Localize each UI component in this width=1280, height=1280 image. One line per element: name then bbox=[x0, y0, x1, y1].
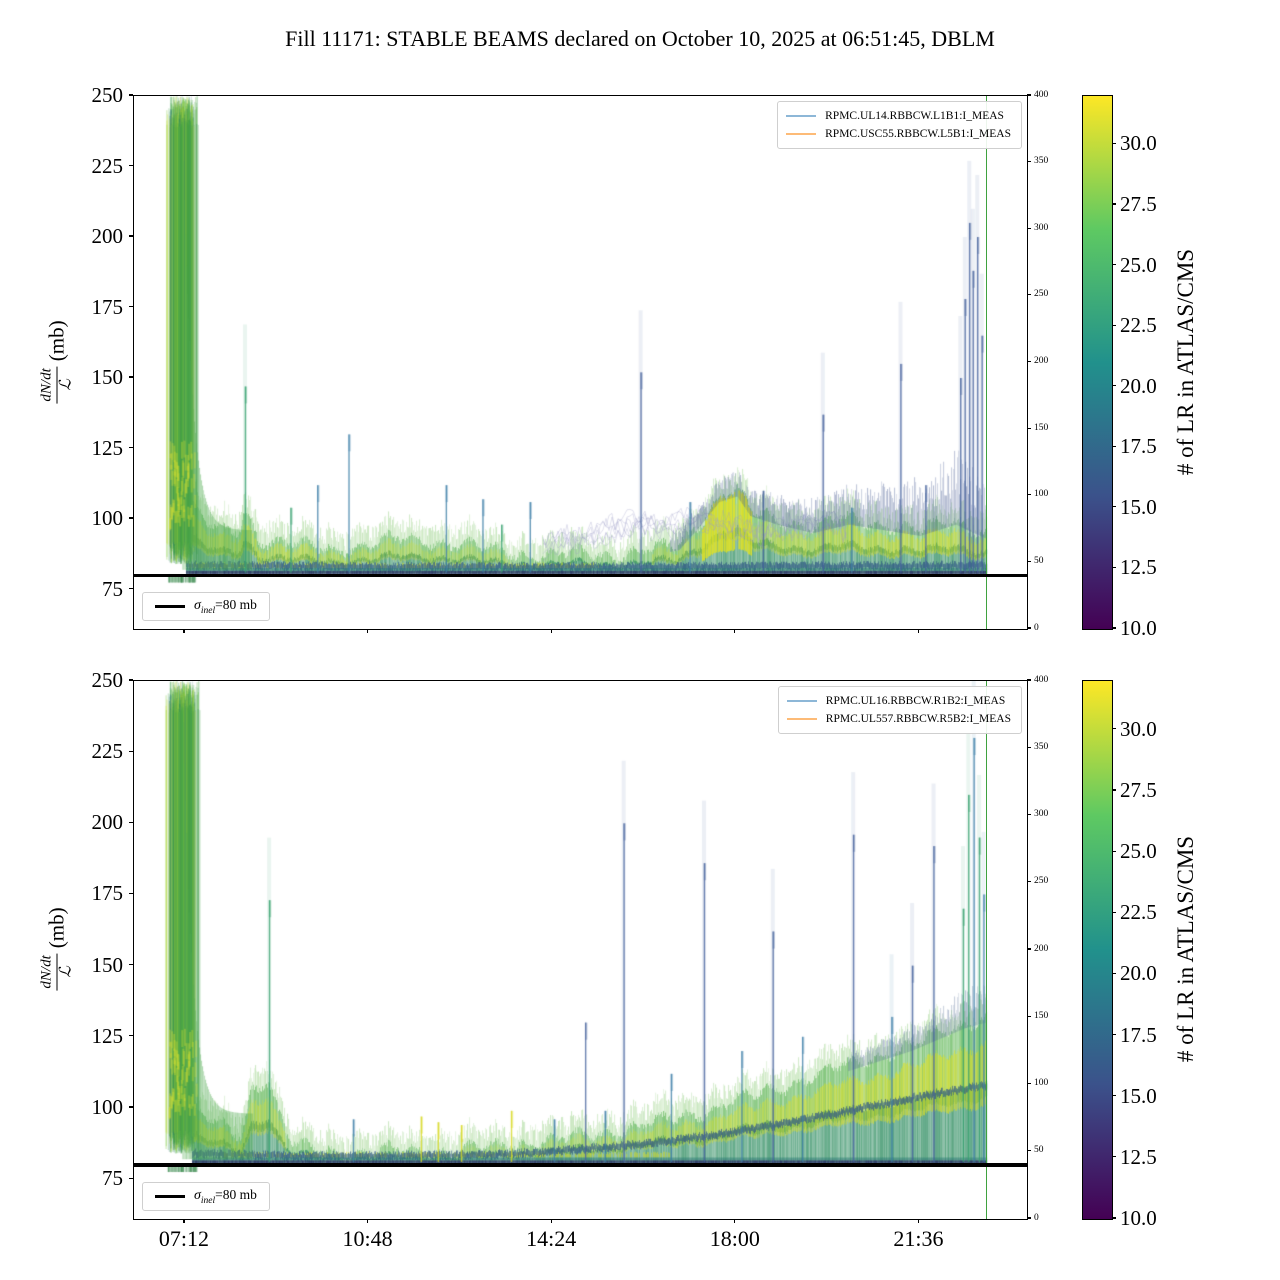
right-axis-tick-label: 150 bbox=[1034, 422, 1049, 433]
sigma-inel-line bbox=[134, 574, 1027, 577]
sigma-line-swatch bbox=[155, 1195, 185, 1198]
legend-upper bbox=[777, 101, 1022, 149]
colorbar-tick-label: 20.0 bbox=[1120, 373, 1157, 398]
heatmap-canvas-lower bbox=[134, 681, 1027, 1219]
y-tick-mark bbox=[129, 165, 133, 166]
right-axis-tick-mark bbox=[1027, 679, 1031, 680]
colorbar-tick-mark bbox=[1112, 567, 1116, 568]
colorbar-tick-label: 15.0 bbox=[1120, 494, 1157, 519]
viridis-gradient bbox=[1083, 681, 1112, 1219]
colorbar-tick-label: 12.5 bbox=[1120, 555, 1157, 580]
colorbar-tick-label: 22.5 bbox=[1120, 313, 1157, 338]
y-tick-label: 75 bbox=[102, 1166, 123, 1191]
right-axis-tick-label: 400 bbox=[1034, 674, 1049, 685]
colorbar-tick-mark bbox=[1112, 973, 1116, 974]
colorbar-tick-mark bbox=[1112, 1095, 1116, 1096]
colorbar-lower bbox=[1082, 680, 1113, 1220]
right-axis-tick-mark bbox=[1027, 747, 1031, 748]
y-tick-label: 175 bbox=[91, 881, 123, 906]
y-tick-label: 100 bbox=[91, 506, 123, 531]
colorbar-tick-mark bbox=[1112, 203, 1116, 204]
sigma-inel-line bbox=[134, 1163, 1027, 1166]
right-axis-tick-label: 150 bbox=[1034, 1010, 1049, 1021]
right-axis-tick-mark bbox=[1027, 881, 1031, 882]
sigma-legend-lower bbox=[142, 1182, 270, 1211]
colorbar-tick-label: 20.0 bbox=[1120, 961, 1157, 986]
y-axis-label-lower: dN/dt ℒ (mb) bbox=[38, 907, 75, 989]
colorbar-tick-mark bbox=[1112, 851, 1116, 852]
x-tick-label: 14:24 bbox=[526, 1226, 577, 1251]
y-tick-label: 75 bbox=[102, 576, 123, 601]
right-axis-tick-label: 0 bbox=[1034, 1212, 1039, 1223]
colorbar-tick-mark bbox=[1112, 1156, 1116, 1157]
x-tick-label: 18:00 bbox=[709, 1226, 760, 1251]
y-tick-label: 125 bbox=[91, 1023, 123, 1048]
right-axis-tick-mark bbox=[1027, 361, 1031, 362]
y-tick-mark bbox=[129, 679, 133, 680]
y-tick-label: 250 bbox=[91, 668, 123, 692]
x-tick-mark bbox=[551, 1219, 552, 1223]
x-tick-mark bbox=[183, 629, 184, 633]
x-tick-label: 07:12 bbox=[158, 1226, 210, 1251]
colorbar-tick-mark bbox=[1112, 264, 1116, 265]
colorbar-tick-mark bbox=[1112, 789, 1116, 790]
colorbar-tick-label: 15.0 bbox=[1120, 1083, 1157, 1108]
right-axis-tick-label: 350 bbox=[1034, 741, 1049, 752]
y-tick-label: 150 bbox=[91, 952, 123, 977]
x-tick-mark bbox=[918, 1219, 919, 1223]
legend-entry: RPMC.UL16.RBBCW.R1B2:I_MEAS bbox=[787, 692, 1011, 710]
right-axis-tick-label: 300 bbox=[1034, 222, 1049, 233]
right-axis-tick-mark bbox=[1027, 948, 1031, 949]
y-tick-mark bbox=[129, 588, 133, 589]
y-tick-mark bbox=[129, 1178, 133, 1179]
right-axis-tick-label: 100 bbox=[1034, 489, 1049, 500]
right-axis-tick-mark bbox=[1027, 1217, 1031, 1218]
x-tick-mark bbox=[367, 629, 368, 633]
right-axis-tick-label: 400 bbox=[1034, 89, 1049, 100]
viridis-gradient bbox=[1083, 96, 1112, 629]
colorbar-tick-mark bbox=[1112, 1034, 1116, 1035]
right-axis-tick-label: 200 bbox=[1034, 356, 1049, 366]
y-tick-label: 200 bbox=[91, 224, 123, 248]
colorbar-tick-label: 25.0 bbox=[1120, 839, 1157, 864]
y-tick-mark bbox=[129, 517, 133, 518]
y-tick-mark bbox=[129, 447, 133, 448]
colorbar-label-lower: # of LR in ATLAS/CMS bbox=[1173, 835, 1198, 1063]
colorbar-tick-mark bbox=[1112, 325, 1116, 326]
colorbar-tick-label: 27.5 bbox=[1120, 192, 1157, 217]
x-tick-mark bbox=[918, 629, 919, 633]
x-tick-mark bbox=[183, 1219, 184, 1223]
colorbar-tick-label: 25.0 bbox=[1120, 252, 1157, 277]
colorbar-tick-mark bbox=[1112, 143, 1116, 144]
legend-line-orange bbox=[786, 133, 816, 135]
plot-area-upper bbox=[133, 95, 1028, 630]
colorbar-upper bbox=[1082, 95, 1113, 630]
fill-end-marker-line bbox=[986, 681, 987, 1219]
sigma-legend-upper bbox=[142, 592, 270, 621]
legend-line-blue bbox=[786, 115, 816, 117]
y-tick-mark bbox=[129, 1106, 133, 1107]
y-tick-mark bbox=[129, 376, 133, 377]
colorbar-tick-mark bbox=[1112, 385, 1116, 386]
right-axis-tick-mark bbox=[1027, 1016, 1031, 1017]
colorbar-tick-mark bbox=[1112, 627, 1116, 628]
y-tick-mark bbox=[129, 822, 133, 823]
colorbar-tick-label: 22.5 bbox=[1120, 900, 1157, 925]
sigma-legend-label: $\sigma_{inel}=80$ mb bbox=[194, 1187, 257, 1206]
colorbar-tick-label: 17.5 bbox=[1120, 434, 1157, 459]
right-axis-tick-label: 350 bbox=[1034, 156, 1049, 167]
dndt-over-lumi-fraction: dN/dt ℒ bbox=[38, 955, 75, 989]
right-axis-tick-mark bbox=[1027, 228, 1031, 229]
x-tick-label: 21:36 bbox=[893, 1226, 944, 1251]
sigma-line-swatch bbox=[155, 605, 185, 608]
right-axis-tick-label: 250 bbox=[1034, 876, 1049, 887]
fill-end-marker-line bbox=[986, 96, 987, 629]
right-axis-tick-label: 300 bbox=[1034, 809, 1049, 819]
right-axis-tick-mark bbox=[1027, 294, 1031, 295]
y-tick-label: 150 bbox=[91, 365, 123, 389]
x-tick-mark bbox=[551, 629, 552, 633]
x-tick-mark bbox=[367, 1219, 368, 1223]
right-axis-tick-label: 250 bbox=[1034, 289, 1049, 300]
right-axis-tick-mark bbox=[1027, 428, 1031, 429]
y-tick-mark bbox=[129, 235, 133, 236]
sigma-legend-label: $\sigma_{inel}=80$ mb bbox=[194, 597, 257, 616]
colorbar-tick-label: 27.5 bbox=[1120, 778, 1157, 803]
right-axis-tick-label: 50 bbox=[1034, 555, 1044, 566]
plot-area-lower bbox=[133, 680, 1028, 1220]
y-tick-mark bbox=[129, 1035, 133, 1036]
heatmap-canvas-upper bbox=[134, 96, 1027, 629]
right-axis-tick-mark bbox=[1027, 161, 1031, 162]
legend-entry: RPMC.USC55.RBBCW.L5B1:I_MEAS bbox=[786, 125, 1011, 143]
colorbar-tick-mark bbox=[1112, 506, 1116, 507]
figure-title: Fill 11171: STABLE BEAMS declared on October 10, 2025 at 06:51:45, DBLM bbox=[285, 26, 995, 51]
y-axis-label-upper: dN/dt ℒ (mb) bbox=[38, 319, 75, 402]
y-tick-mark bbox=[129, 751, 133, 752]
y-tick-mark bbox=[129, 893, 133, 894]
y-tick-label: 225 bbox=[91, 739, 123, 764]
colorbar-tick-label: 12.5 bbox=[1120, 1144, 1157, 1169]
right-axis-tick-mark bbox=[1027, 94, 1031, 95]
y-tick-label: 200 bbox=[91, 810, 123, 835]
y-tick-label: 250 bbox=[91, 83, 123, 107]
colorbar-tick-mark bbox=[1112, 728, 1116, 729]
right-axis-tick-mark bbox=[1027, 1083, 1031, 1084]
right-axis-tick-label: 0 bbox=[1034, 622, 1039, 633]
colorbar-tick-mark bbox=[1112, 912, 1116, 913]
colorbar-tick-label: 17.5 bbox=[1120, 1022, 1157, 1047]
colorbar-tick-mark bbox=[1112, 446, 1116, 447]
right-axis-tick-mark bbox=[1027, 494, 1031, 495]
right-axis-tick-mark bbox=[1027, 627, 1031, 628]
y-tick-label: 175 bbox=[91, 294, 123, 319]
x-tick-label: 10:48 bbox=[342, 1226, 393, 1251]
y-tick-mark bbox=[129, 306, 133, 307]
y-tick-mark bbox=[129, 94, 133, 95]
y-tick-mark bbox=[129, 964, 133, 965]
x-tick-mark bbox=[734, 1219, 735, 1223]
colorbar-tick-label: 10.0 bbox=[1120, 1206, 1157, 1230]
legend-entry: RPMC.UL557.RBBCW.R5B2:I_MEAS bbox=[787, 710, 1011, 728]
legend-line-orange bbox=[787, 718, 817, 720]
right-axis-tick-mark bbox=[1027, 814, 1031, 815]
colorbar-label-upper: # of LR in ATLAS/CMS bbox=[1173, 248, 1198, 475]
y-tick-label: 100 bbox=[91, 1094, 123, 1119]
right-axis-tick-label: 50 bbox=[1034, 1145, 1044, 1156]
legend-entry: RPMC.UL14.RBBCW.L1B1:I_MEAS bbox=[786, 107, 1011, 125]
colorbar-tick-mark bbox=[1112, 1217, 1116, 1218]
dndt-over-lumi-fraction: dN/dt ℒ bbox=[38, 367, 75, 402]
colorbar-tick-label: 30.0 bbox=[1120, 131, 1157, 156]
y-tick-label: 125 bbox=[91, 435, 123, 460]
right-axis-tick-mark bbox=[1027, 561, 1031, 562]
x-tick-mark bbox=[734, 629, 735, 633]
legend-lower bbox=[778, 686, 1022, 734]
right-axis-tick-mark bbox=[1027, 1150, 1031, 1151]
y-tick-label: 225 bbox=[91, 153, 123, 178]
right-axis-tick-label: 200 bbox=[1034, 943, 1049, 954]
legend-line-blue bbox=[787, 700, 817, 702]
right-axis-tick-label: 100 bbox=[1034, 1078, 1049, 1088]
colorbar-tick-label: 30.0 bbox=[1120, 716, 1157, 741]
colorbar-tick-label: 10.0 bbox=[1120, 616, 1157, 640]
